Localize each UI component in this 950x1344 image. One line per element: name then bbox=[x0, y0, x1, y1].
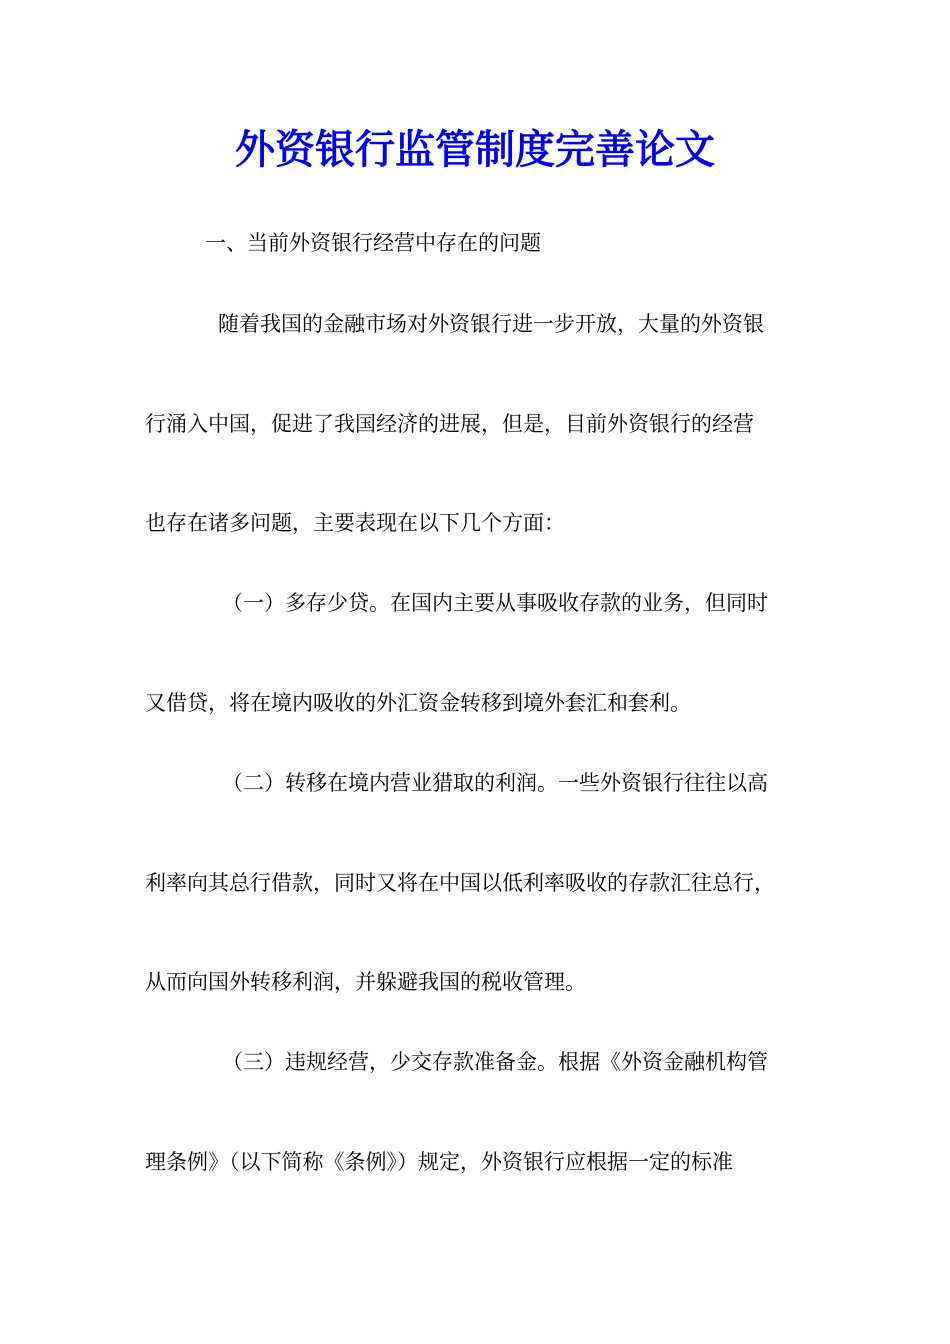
paragraph-line: （二）转移在境内营业猎取的利润。一些外资银行往往以高 bbox=[222, 771, 768, 795]
document-title: 外资银行监管制度完善论文 bbox=[235, 126, 715, 173]
paragraph-line: 也存在诸多问题，主要表现在以下几个方面： bbox=[145, 511, 565, 535]
section-heading: 一、当前外资银行经营中存在的问题 bbox=[205, 231, 541, 255]
paragraph-line: 随着我国的金融市场对外资银行进一步开放，大量的外资银 bbox=[218, 312, 764, 336]
paragraph-line: 行涌入中国，促进了我国经济的进展，但是，目前外资银行的经营 bbox=[145, 412, 754, 436]
paragraph-line: 利率向其总行借款，同时又将在中国以低利率吸收的存款汇往总行， bbox=[145, 871, 775, 895]
paragraph-line: （一）多存少贷。在国内主要从事吸收存款的业务，但同时 bbox=[222, 591, 768, 615]
paragraph-line: 从而向国外转移利润，并躲避我国的税收管理。 bbox=[145, 970, 586, 994]
paragraph-line: （三）违规经营，少交存款准备金。根据《外资金融机构管 bbox=[222, 1050, 768, 1074]
paragraph-line: 理条例》（以下简称《条例》）规定，外资银行应根据一定的标准 bbox=[145, 1150, 733, 1174]
paragraph-line: 又借贷，将在境内吸收的外汇资金转移到境外套汇和套利。 bbox=[145, 691, 691, 715]
